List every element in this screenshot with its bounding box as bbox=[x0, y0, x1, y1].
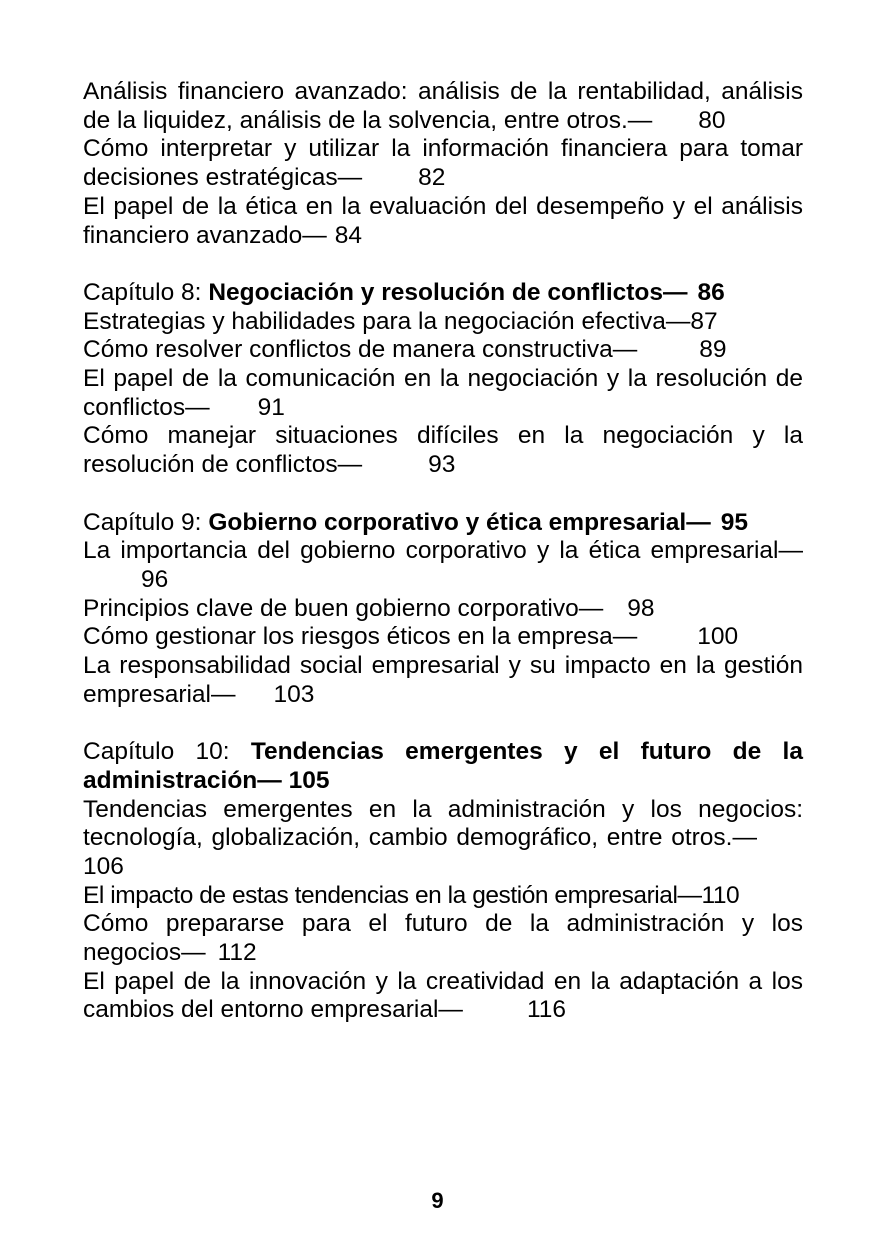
toc-entry-page: 93 bbox=[428, 451, 456, 479]
toc-entry bbox=[83, 623, 803, 652]
toc-entry-page: 80 bbox=[698, 106, 726, 134]
toc-entry-page: 112 bbox=[217, 939, 257, 967]
toc-entry bbox=[83, 135, 803, 192]
toc-entry-title: Estrategias y habilidades para la negociación efectiva— bbox=[83, 307, 691, 335]
toc-entry-page: 116 bbox=[526, 996, 566, 1024]
toc-entry-page: 84 bbox=[334, 221, 363, 249]
chapter-page: 105 bbox=[288, 766, 330, 794]
chapter-page: 86 bbox=[697, 278, 725, 306]
toc-entry bbox=[83, 78, 803, 135]
toc-entry bbox=[83, 652, 803, 709]
toc-entry bbox=[83, 365, 803, 422]
page-number: 9 bbox=[431, 1188, 444, 1213]
toc-entry-title: Cómo interpretar y utilizar la información financiera para tomar decisiones estratégicas— bbox=[83, 135, 803, 192]
chapter-heading bbox=[83, 279, 803, 308]
toc-entry bbox=[83, 595, 803, 624]
toc-entry-page: 110 bbox=[701, 881, 740, 909]
chapter-heading bbox=[83, 509, 803, 538]
chapter-prefix: Capítulo 8: bbox=[83, 278, 202, 306]
chapter-title: Negociación y resolución de conflictos— bbox=[208, 278, 688, 306]
toc-entry-page: 100 bbox=[697, 623, 739, 651]
table-of-contents bbox=[83, 78, 803, 1025]
toc-entry-title: El papel de la ética en la evaluación del desempeño y el análisis financiero avanzado— bbox=[83, 192, 803, 249]
toc-entry-page: 89 bbox=[699, 336, 727, 364]
toc-entry bbox=[83, 796, 803, 882]
toc-entry bbox=[83, 193, 803, 250]
toc-entry-title: Cómo gestionar los riesgos éticos en la empresa— bbox=[83, 623, 638, 651]
chapter-prefix: Capítulo 10: bbox=[83, 738, 230, 766]
toc-entry-page: 96 bbox=[141, 565, 169, 593]
toc-entry-title: Principios clave de buen gobierno corporativo— bbox=[83, 594, 604, 622]
toc-entry bbox=[83, 308, 803, 337]
toc-entry bbox=[83, 422, 803, 479]
toc-entry-title: Tendencias emergentes en la administración y los negocios: tecnología, globalización, cambio demográfico, entre otros.— bbox=[83, 795, 803, 852]
toc-entry-title: El papel de la innovación y la creatividad en la adaptación a los cambios del entorno empresarial— bbox=[83, 967, 803, 1024]
toc-entry-title: Cómo manejar situaciones difíciles en la negociación y la resolución de conflictos— bbox=[83, 422, 803, 479]
toc-entry-title: El impacto de estas tendencias en la gestión empresarial— bbox=[83, 881, 702, 909]
toc-entry-page: 87 bbox=[690, 307, 718, 335]
toc-entry bbox=[83, 968, 803, 1025]
chapter-prefix: Capítulo 9: bbox=[83, 508, 202, 536]
chapter-title: Gobierno corporativo y ética empresarial— bbox=[208, 508, 711, 536]
toc-entry-page: 103 bbox=[273, 680, 315, 708]
chapter-title: Tendencias emergentes y el futuro de la administración— bbox=[83, 738, 803, 794]
toc-entry-title: La responsabilidad social empresarial y su impacto en la gestión empresarial— bbox=[83, 652, 803, 708]
toc-entry-page: 91 bbox=[257, 393, 285, 421]
toc-entry-page: 82 bbox=[418, 164, 446, 192]
toc-entry-title: Cómo resolver conflictos de manera constructiva— bbox=[83, 336, 638, 364]
toc-entry bbox=[83, 336, 803, 365]
toc-entry bbox=[83, 910, 803, 967]
chapter-page: 95 bbox=[720, 508, 748, 536]
toc-entry bbox=[83, 537, 803, 594]
toc-entry-title: Cómo prepararse para el futuro de la administración y los negocios— bbox=[83, 910, 803, 967]
toc-entry-page: 106 bbox=[83, 852, 124, 880]
toc-entry-title: El papel de la comunicación en la negociación y la resolución de conflictos— bbox=[83, 365, 803, 421]
chapter-heading bbox=[83, 738, 803, 795]
toc-entry-page: 98 bbox=[627, 594, 655, 622]
toc-entry bbox=[83, 882, 803, 911]
toc-entry-title: La importancia del gobierno corporativo y la ética empresarial— bbox=[83, 537, 803, 565]
toc-entry-title: Análisis financiero avanzado: análisis de la rentabilidad, análisis de la liquidez, análisis de la solvencia, entre otros.— bbox=[83, 78, 803, 134]
